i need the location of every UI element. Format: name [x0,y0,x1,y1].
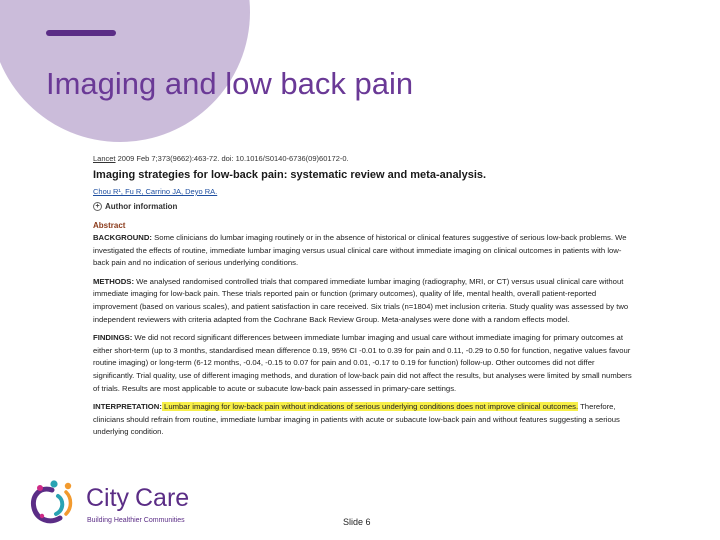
accent-bar [46,30,116,36]
findings-label: FINDINGS: [93,333,133,343]
article-screenshot [93,154,633,445]
article-citation [93,154,633,163]
interpretation-label: INTERPRETATION: [93,402,162,412]
methods-label: METHODS: [93,276,134,286]
article-title: Imaging strategies for low-back pain: systematic review and meta-analysis. [93,169,487,181]
interpretation-paragraph [93,401,633,439]
logo-tagline: Building Healthier Communities [87,517,185,524]
citycare-logo [28,476,208,528]
interpretation-text: Therefore, clinicians should refrain from routine, immediate lumbar imaging in patients with acute or subacute low-back pain and without features suggesting a serious underlying condition. [93,402,620,437]
citycare-emblem-icon [33,480,71,520]
plus-circle-icon: + [93,202,102,211]
author-info-toggle[interactable] [93,202,633,211]
background-label: BACKGROUND: [93,233,152,242]
slide-title: Imaging and low back pain [46,66,414,101]
abstract-heading: Abstract [93,221,126,230]
findings-paragraph [93,332,633,395]
findings-text: We did not record significant differences between immediate lumbar imaging and usual care without immediate imaging for primary outcomes at either short-term (up to 3 months, standardised mean difference 0.19, 95% CI -0.01 to 0.39 for pain and 0.11, -0.29 to 0.50 for function, negative values favour routine imaging) or long-term (6-12 months, -0.04, -0.15 to 0.07 for pain and 0.01, -0.17 to 0.19 for function) follow-up. Other outcomes did not differ significantly. Trial quality, use of different imaging methods, and duration of low-back pain did not affect the results, but analyses were limited by small numbers of trials. Results are most applicable to acute or subacute low-back pain assessed in primary-care settings. [93,333,632,393]
slide-number: Slide 6 [343,517,371,527]
author-list[interactable]: Chou R¹, Fu R, Carrino JA, Deyo RA. [93,187,218,196]
background-paragraph [93,232,633,270]
background-text: Some clinicians do lumbar imaging routinely or in the absence of historical or clinical features suggestive of serious low-back problems. We investigated the effects of routine, immediate lumbar imaging versus usual clinical care without immediate imaging on clinical outcomes in patients with low-back pain and no indication of serious underlying conditions. [93,233,627,268]
logo-brand-city: City [86,484,130,512]
journal-link[interactable]: Lancet [93,154,116,163]
citation-details: 2009 Feb 7;373(9662):463-72. doi: 10.1016/S0140-6736(09)60172-0. [115,154,349,163]
author-info-label: Author information [105,202,178,211]
logo-brand-care: Care [135,484,190,512]
methods-paragraph [93,276,633,326]
interpretation-highlight: Lumbar imaging for low-back pain without indications of serious underlying conditions does not improve clinical outcomes. [161,402,579,412]
methods-text: We analysed randomised controlled trials that compared immediate lumbar imaging (radiography, MRI, or CT) versus usual clinical care without immediate imaging for low-back pain. These trials reported pain or function (primary outcomes), quality of life, mental health, overall patient-reported improvement (based on various scales), and patient satisfaction in care received. Six trials (n=1804) met inclusion criteria. Study quality was assessed by two independent reviewers with criteria adapted from the Cochrane Back Review Group. Meta-analyses were done with a random effects model. [93,276,629,324]
